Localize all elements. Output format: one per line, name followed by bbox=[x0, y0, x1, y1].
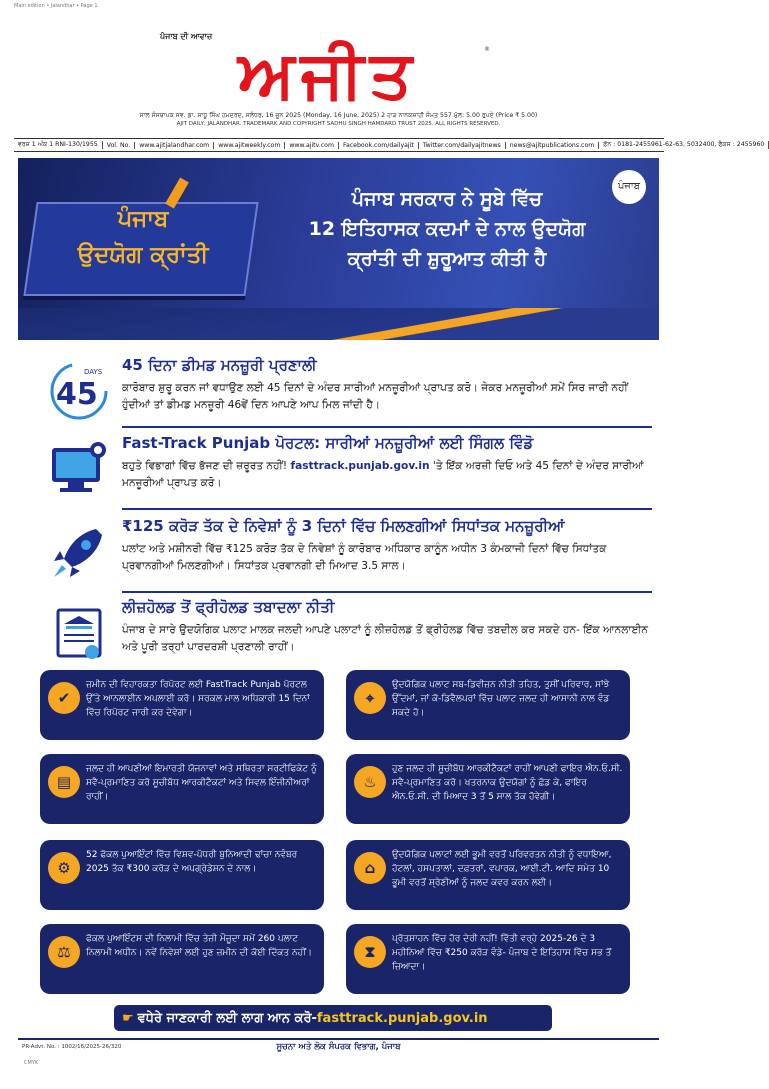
feature-body: ਪਲਾਂਟ ਅਤੇ ਮਸ਼ੀਨਰੀ ਵਿੱਚ ₹125 ਕਰੋੜ ਤੱਕ ਦੇ ਨਿਵੇਸ਼ਾਂ ਨੂੰ ਕਾਰੋਬਾਰ ਅਧਿਕਾਰ ਕਾਨੂੰਨ ਅਧੀਨ 3 ਕੰਮਕਾਜੀ ਦਿਨਾਂ ਵਿੱਚ ਸਿਧਾਂਤਕ ਪ੍ਰਵਾਨਗੀਆਂ ਮਿਲਣਗੀਆਂ। ਸਿਧਾਂਤਕ ਪ੍ਰਵਾਨਗੀ ਦੀ ਮਿਆਦ 3.5 ਸਾਲ। bbox=[122, 543, 607, 572]
clipboard-icon: ✔ bbox=[48, 682, 80, 714]
contact-info-bar bbox=[14, 138, 765, 152]
info-card-text: ਹੁਣ ਜਲਦ ਹੀ ਸੂਚੀਬੱਧ ਆਰਕੀਟੈਕਟਾਂ ਰਾਹੀਂ ਆਪਣੀ ਫਾਇਰ ਐਨ.ਓ.ਸੀ. ਸਵੈ-ਪ੍ਰਮਾਣਿਤ ਕਰੋ। ਖਤਰਨਾਕ ਉਦਯੋਗਾਂ ਨੂੰ ਛੱਡ ਕੇ, ਫਾਇਰ ਐਨ.ਓ.ਸੀ. ਦੀ ਮਿਆਦ 3 ਤੋਂ 5 ਸਾਲ ਤੱਕ ਹੋਵੇਗੀ। bbox=[392, 764, 623, 802]
punjab-emblem-icon: ਪੰਜਾਬ bbox=[612, 170, 646, 204]
info-card-text: ਉਦਯੋਗਿਕ ਪਲਾਟ ਸਬ-ਡਿਵੀਜ਼ਨ ਨੀਤੀ ਤਹਿਤ, ਤੁਸੀਂ ਪਰਿਵਾਰ, ਸਾਂਝੇ ਉੱਦਮਾਂ, ਜਾਂ ਕੋ-ਡਿਵੈਲਪਰਾਂ ਵਿੱਚ ਪਲਾਟ ਜਲਦ ਹੀ ਆਸਾਨੀ ਨਾਲ ਵੰਡ ਸਕਦੇ ਹੋ। bbox=[392, 680, 610, 718]
info-facebook-link[interactable]: Facebook.com/dailyajit bbox=[339, 142, 419, 149]
feature-divider bbox=[122, 591, 652, 593]
info-vol: Vol. No. bbox=[103, 142, 135, 149]
auction-icon: ⚖ bbox=[48, 936, 80, 968]
cta-url-link[interactable]: fasttrack.punjab.gov.in bbox=[316, 1010, 488, 1026]
masthead-tagline: ਪੰਜਾਬ ਦੀ ਆਵਾਜ਼ bbox=[160, 32, 213, 41]
info-site-ajitweekly[interactable]: www.ajitweekly.com bbox=[214, 142, 285, 149]
footer-divider bbox=[18, 1038, 659, 1040]
fire-extinguisher-icon: ♨ bbox=[354, 766, 386, 798]
info-card-text: 52 ਫੋਕਲ ਪੁਆਇੰਟਾਂ ਵਿੱਚ ਵਿਸ਼ਵ-ਪੱਧਰੀ ਬੁਨਿਆਦੀ ਢਾਂਚਾ ਨਵੰਬਰ 2025 ਤੱਕ ₹300 ਕਰੋੜ ਦੇ ਅਪਗ੍ਰੇਡੇਸ਼ਨ ਦੇ ਨਾਲ। bbox=[86, 850, 298, 874]
feature-title: ₹125 ਕਰੋੜ ਤੱਕ ਦੇ ਨਿਵੇਸ਼ਾਂ ਨੂੰ 3 ਦਿਨਾਂ ਵਿੱਚ ਮਿਲਣਗੀਆਂ ਸਿਧਾਂਤਕ ਮਨਜ਼ੂਰੀਆਂ bbox=[122, 517, 565, 535]
fasttrack-portal-link[interactable]: fasttrack.punjab.gov.in bbox=[290, 460, 430, 472]
info-card bbox=[40, 754, 324, 824]
feature-body: ਕਾਰੋਬਾਰ ਸ਼ੁਰੂ ਕਰਨ ਜਾਂ ਵਧਾਉਣ ਲਈ 45 ਦਿਨਾਂ ਦੇ ਅੰਦਰ ਸਾਰੀਆਂ ਮਨਜ਼ੂਰੀਆਂ ਪ੍ਰਾਪਤ ਕਰੋ। ਜੇਕਰ ਮਨਜ਼ੂਰੀਆਂ ਸਮੇਂ ਸਿਰ ਜਾਰੀ ਨਹੀਂ ਹੁੰਦੀਆਂ ਤਾਂ ਡੀਮਡ ਮਨਜ਼ੂਰੀ 46ਵੇਂ ਦਿਨ ਆਪਣੇ ਆਪ ਮਿਲ ਜਾਂਦੀ ਹੈ। bbox=[122, 382, 628, 411]
info-card bbox=[346, 754, 630, 824]
hero-banner bbox=[18, 158, 659, 338]
dateline: ਸਾਲ ਸੰਸਥਾਪਕ ਸਵ. ਡਾ. ਸਾਧੂ ਸਿੰਘ ਹਮਦਰਦ, ਜਲੰਧਰ, 16 ਜੂਨ 2025 (Monday, 16 June, 2025) 2 ਹਾੜ ਨਾਨਕਸ਼ਾਹੀ ਸੰਮਤ 557 ਮੁੱਲ: 5.00 ਰੁਪਏ (Price ₹ 5.00) bbox=[139, 112, 538, 119]
info-card bbox=[40, 924, 324, 994]
feature-divider bbox=[122, 426, 652, 428]
land-conversion-icon: ⌂ bbox=[354, 852, 386, 884]
pr-advt-number: PR-Advt. No. : 1002/16/2025-26/320 bbox=[22, 1044, 122, 1050]
registered-mark: ® bbox=[484, 46, 490, 53]
banner-headline-line: ਕ੍ਰਾਂਤੀ ਦੀ ਸ਼ੁਰੂਆਤ ਕੀਤੀ ਹੈ bbox=[347, 248, 547, 270]
banner-headline-line: ਪੰਜਾਬ ਸਰਕਾਰ ਨੇ ਸੂਬੇ ਵਿੱਚ bbox=[351, 188, 543, 210]
info-card-text: ਫੋਕਲ ਪੁਆਇੰਟਸ ਦੀ ਨਿਲਾਮੀ ਵਿੱਚ ਤੇਜ਼ੀ ਮੌਜੂਦਾ ਸਮੇਂ 260 ਪਲਾਟ ਨਿਲਾਮੀ ਅਧੀਨ। ਨਵੇਂ ਨਿਵੇਸ਼ਾਂ ਲਈ ਹੁਣ ਜ਼ਮੀਨ ਦੀ ਕੋਈ ਦਿੱਕਤ ਨਹੀਂ। bbox=[86, 934, 312, 958]
feature-title: 45 ਦਿਨਾ ਡੀਮਡ ਮਨਜ਼ੂਰੀ ਪ੍ਰਣਾਲੀ bbox=[122, 356, 317, 374]
info-card bbox=[346, 670, 630, 740]
feature-body bbox=[122, 458, 652, 492]
svg-text:45: 45 bbox=[56, 377, 98, 412]
hourglass-icon: ⧗ bbox=[354, 936, 386, 968]
pointing-hand-icon: ☛ bbox=[122, 1010, 134, 1026]
certificate-icon: ▤ bbox=[48, 766, 80, 798]
rocket-icon bbox=[48, 521, 110, 583]
banner-headline-line: 12 ਇਤਿਹਾਸਕ ਕਦਮਾਂ ਦੇ ਨਾਲ ਉਦਯੋਗ bbox=[308, 218, 586, 240]
badge-line-2: ਉਦਯੋਗ ਕ੍ਰਾਂਤੀ bbox=[77, 242, 209, 268]
badge-line-1: ਪੰਜਾਬ bbox=[117, 206, 169, 232]
info-card bbox=[346, 924, 630, 994]
print-slug: Main edition • Jalandhar • Page 1 bbox=[14, 3, 98, 9]
certificate-building-icon bbox=[48, 602, 110, 664]
feature-in-principle-approvals bbox=[18, 517, 659, 593]
info-site-ajitjalandhar[interactable]: www.ajitjalandhar.com bbox=[135, 142, 214, 149]
department-credit: ਸੂਚਨਾ ਅਤੇ ਲੋਕ ਸੰਪਰਕ ਵਿਭਾਗ, ਪੰਜਾਬ bbox=[276, 1042, 401, 1052]
banner-headline bbox=[282, 184, 612, 274]
feature-freehold-conversion bbox=[18, 598, 659, 668]
info-twitter-link[interactable]: Twitter.com/dailyajitnews bbox=[419, 142, 506, 149]
info-card-text: ਉਦਯੋਗਿਕ ਪਲਾਟਾਂ ਲਈ ਭੂਮੀ ਵਰਤੋਂ ਪਰਿਵਰਤਨ ਨੀਤੀ ਨੂੰ ਵਧਾਇਆ, ਹੋਟਲਾਂ, ਹਸਪਤਾਲਾਂ, ਦਫ਼ਤਰਾਂ, ਵਪਾਰਕ, ਆਈ.ਟੀ. ਆਦਿ ਸਮੇਤ 10 ਭੂਮੀ ਵਰਤੋਂ ਸ਼੍ਰੇਣੀਆਂ ਨੂੰ ਜਲਦ ਕਵਰ ਕਰਨ ਲਈ। bbox=[392, 850, 612, 888]
info-card bbox=[346, 840, 630, 910]
newspaper-masthead[interactable]: ਅਜੀਤ bbox=[238, 35, 418, 113]
svg-text:DAYS: DAYS bbox=[84, 368, 103, 376]
feature-body: ਪੰਜਾਬ ਦੇ ਸਾਰੇ ਉਦਯੋਗਿਕ ਪਲਾਟ ਮਾਲਕ ਜਲਦੀ ਆਪਣੇ ਪਲਾਟਾਂ ਨੂੰ ਲੀਜ਼ਹੋਲਡ ਤੋਂ ਫ੍ਰੀਹੋਲਡ ਵਿੱਚ ਤਬਦੀਲ ਕਰ ਸਕਦੇ ਹਨ- ਇੱਕ ਆਨਲਾਈਨ ਅਤੇ ਪੂਰੀ ਤਰ੍ਹਾਂ ਪਾਰਦਰਸ਼ੀ ਪ੍ਰਣਾਲੀ ਰਾਹੀਂ। bbox=[122, 624, 648, 653]
info-phone: ਫ਼ੋਨ : 0181-2455961-62-63, 5032400, ਫੈਕਸ : 2455960 bbox=[599, 141, 769, 149]
copyright-line: AJIT DAILY, JALANDHAR. TRADEMARK AND COPYRIGHT SADHU SINGH HAMDARD TRUST 2025. ALL RIGHTS RESERVED. bbox=[176, 121, 501, 127]
info-card-text: ਜ਼ਮੀਨ ਦੀ ਵਿਹਾਰਕਤਾ ਰਿਪੋਰਟ ਲਈ FastTrack Punjab ਪੋਰਟਲ ਉੱਤੇ ਆਨਲਾਈਨ ਅਪਲਾਈ ਕਰੋ। ਸਰਕਲ ਮਾਲ ਅਧਿਕਾਰੀ 15 ਦਿਨਾਂ ਵਿੱਚ ਰਿਪੋਰਟ ਜਾਰੀ ਕਰ ਦੇਵੇਗਾ। bbox=[86, 680, 310, 718]
cta-prefix: ਵਧੇਰੇ ਜਾਣਕਾਰੀ ਲਈ ਲਾਗ ਆਨ ਕਰੋ- bbox=[137, 1010, 317, 1026]
feature-body-text: ਬਹੁਤੇ ਵਿਭਾਗਾਂ ਵਿੱਚ ਭੱਜਣ ਦੀ ਜ਼ਰੂਰਤ ਨਹੀਂ! bbox=[122, 460, 291, 472]
info-card-text: ਪ੍ਰੋਤਸਾਹਨ ਵਿੱਚ ਹੋਰ ਦੇਰੀ ਨਹੀਂ! ਵਿੱਤੀ ਵਰ੍ਹੇ 2025-26 ਦੇ 3 ਮਹੀਨਿਆਂ ਵਿੱਚ ₹250 ਕਰੋੜ ਵੰਡੇ- ਪੰਜਾਬ ਦੇ ਇਤਿਹਾਸ ਵਿੱਚ ਸਭ ਤੋਂ ਜ਼ਿਆਦਾ। bbox=[392, 934, 612, 972]
info-card bbox=[40, 670, 324, 740]
location-pin-icon: ⌖ bbox=[354, 682, 386, 714]
feature-deemed-approval bbox=[18, 356, 659, 428]
feature-divider bbox=[122, 508, 652, 510]
cmyk-mark: CMYK bbox=[24, 1060, 39, 1066]
info-email-link[interactable]: news@ajitpublications.com bbox=[506, 142, 600, 149]
cta-bar[interactable] bbox=[114, 1005, 552, 1031]
45-days-icon bbox=[48, 360, 110, 422]
feature-title: Fast-Track Punjab ਪੋਰਟਲ: ਸਾਰੀਆਂ ਮਨਜ਼ੂਰੀਆਂ ਲਈ ਸਿੰਗਲ ਵਿੰਡੋ bbox=[122, 434, 534, 452]
banner-stripe bbox=[18, 308, 659, 340]
feature-body-text: 'ਤੇ ਇੱਕ ਅਰਜ਼ੀ ਦਿਓ ਅਤੇ 45 ਦਿਨਾਂ ਦੇ ਅੰਦਰ ਸਾਰੀਆਂ ਮਨਜ਼ੂਰੀਆਂ ਪ੍ਰਾਪਤ ਕਰੋ। bbox=[122, 460, 644, 489]
info-rni: ਵਰਸ਼ 1 ਅੰਕ 1 RNI-130/1955 bbox=[14, 141, 103, 149]
feature-single-window-portal bbox=[18, 434, 659, 510]
info-site-ajitv[interactable]: www.ajitv.com bbox=[285, 142, 339, 149]
info-card-text: ਜਲਦ ਹੀ ਆਪਣੀਆਂ ਇਮਾਰਤੀ ਯੋਜਨਾਵਾਂ ਅਤੇ ਸਥਿਰਤਾ ਸਰਟੀਫਿਕੇਟ ਨੂੰ ਸਵੈ-ਪ੍ਰਮਾਣਿਤ ਕਰੋ ਸੂਚੀਬੱਧ ਆਰਕੀਟੈਕਟਾਂ ਅਤੇ ਸਿਵਲ ਇੰਜੀਨੀਅਰਾਂ ਰਾਹੀਂ। bbox=[86, 764, 317, 802]
computer-portal-icon bbox=[48, 438, 110, 500]
feature-title: ਲੀਜ਼ਹੋਲਡ ਤੋਂ ਫ੍ਰੀਹੋਲਡ ਤਬਾਦਲਾ ਨੀਤੀ bbox=[122, 598, 335, 616]
info-card bbox=[40, 840, 324, 910]
gear-icon: ⚙ bbox=[48, 852, 80, 884]
